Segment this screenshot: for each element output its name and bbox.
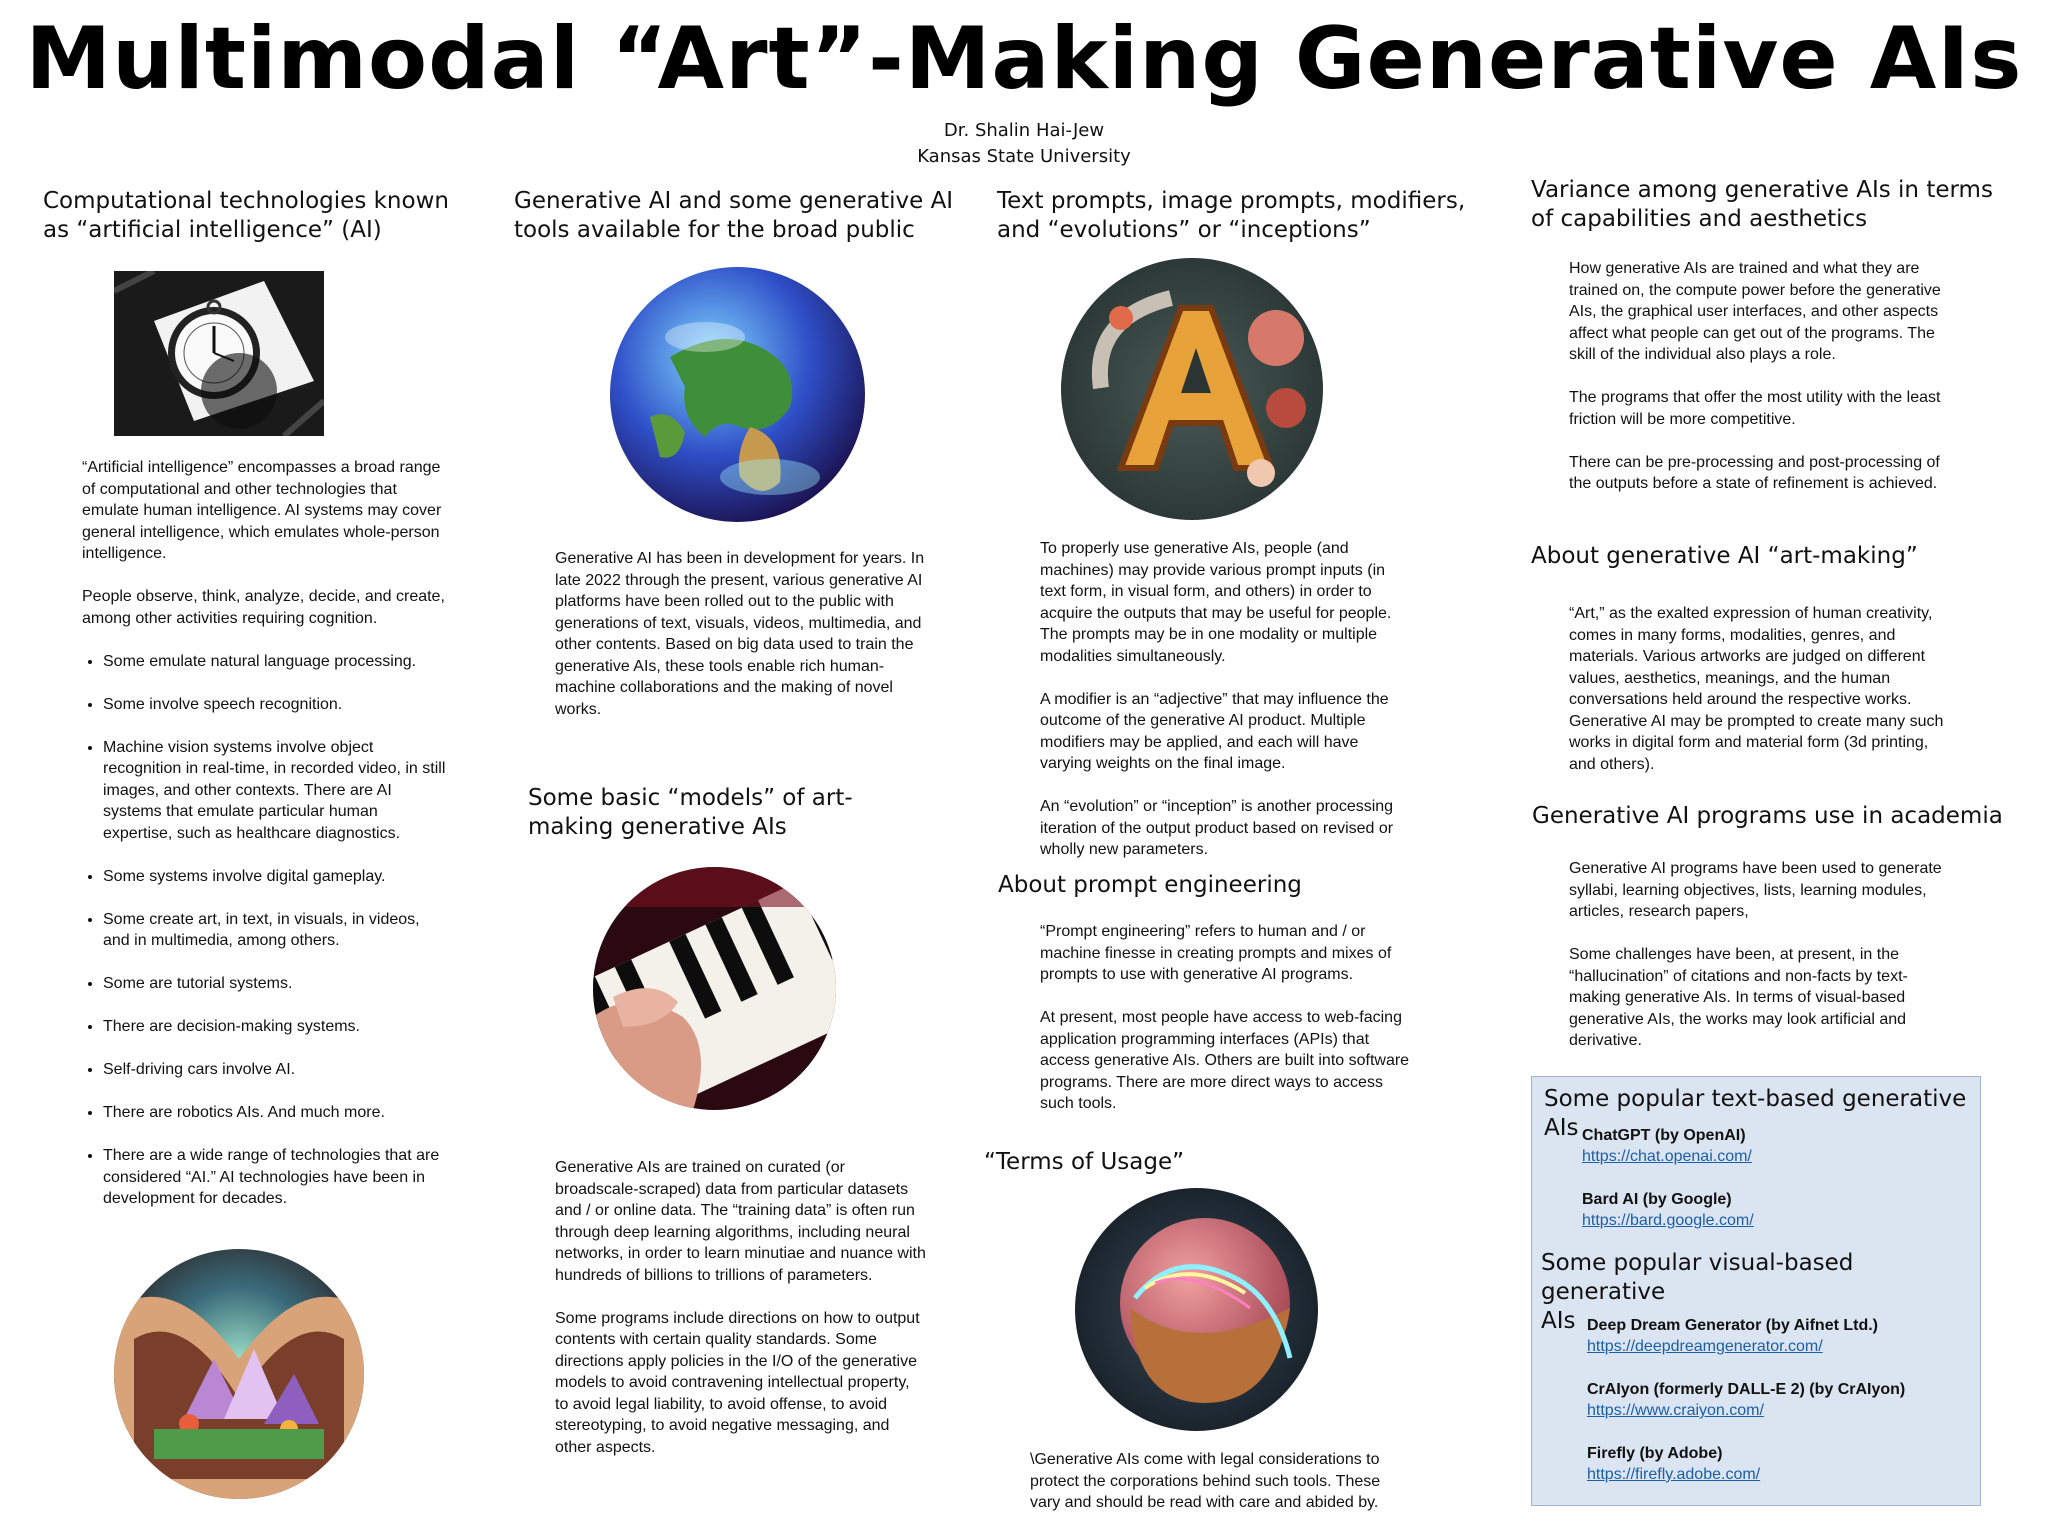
col2-body-1: Generative AI has been in development for years. In late 2022 through the present, various generative AI platforms have been rolled out to the public with generations of text, visuals, videos, multimedia, and other contents. Based on big data used to train the generative AIs, these tools enable rich human-machine collaborations and the making of novel works.: [555, 550, 925, 718]
earth-globe-image: [610, 267, 865, 522]
piano-keys-image: [593, 867, 836, 1110]
tool-name: Firefly (by Adobe): [1587, 1445, 1723, 1462]
author-affiliation: Kansas State University: [917, 146, 1131, 167]
list-item: • Some are tutorial systems.: [103, 973, 448, 995]
craiyon-link[interactable]: https://www.craiyon.com/: [1587, 1402, 1764, 1419]
list-item: • Some create art, in text, in visuals, in videos, and in multimedia, among others.: [103, 909, 448, 952]
chatgpt-link[interactable]: https://chat.openai.com/: [1582, 1148, 1752, 1165]
tool-name: CrAIyon (formerly DALL-E 2) (by CrAIyon): [1587, 1381, 1906, 1398]
col3-body-1: To properly use generative AIs, people (and machines) may provide various prompt inputs (in text form, in visual form, and others) in order to acquire the outputs that may be useful for people. The prompts may be in one modality or multiple modalities simultaneously. A modifier is an “adjective” that may influence the outcome of the generative AI product. Multiple modifiers may be applied, and each will have varying weights on the final image. An “evolution” or “inception” is another processing iteration of the output product based on revised or wholly new parameters.: [1040, 540, 1394, 858]
col4-heading-1: Variance among generative AIs in terms of capabilities and aesthetics: [1531, 177, 1993, 232]
col1-body: “Artificial intelligence” encompasses a broad range of computational and other technologies that emulate human intelligence. AI systems may cover general intelligence, which emulates whole-person intelligence. People observe, think, analyze, decide, and create, among other activities requiring cognition. • Some emulate natural language processing. • Some involve speech recognition. • Machine vision systems involve object recognition in real-time, in recorded video, in still images, and other contexts. There are AI systems that emulate particular human expertise, such as healthcare diagnostics. • Some systems involve digital gameplay. • Some create art, in text, in visuals, in videos, and in multimedia, among others. • Some are tutorial systems. • There are decision-making systems. • Self-driving cars involve AI. • There are robotics AIs. And much more. • There are a wide range of technologies that are considered “AI.” AI technologies have been in development for decades.: [82, 457, 452, 1231]
tool-item-firefly: [1587, 1443, 1760, 1485]
author-name: Dr. Shalin Hai-Jew: [943, 120, 1105, 141]
col3-heading-3: “Terms of Usage”: [984, 1149, 1185, 1175]
col4-heading-2: About generative AI “art-making”: [1531, 543, 1918, 569]
text-tools-heading: Some popular text-based generative AIs: [1544, 1086, 1967, 1141]
glowing-sphere-image: [1075, 1188, 1318, 1431]
col4-body-3: Generative AI programs have been used to generate syllabi, learning objectives, lists, learning modules, articles, research papers, Some challenges have been, at present, in the “hallucination” of citations and non-facts by text-making generative AIs. In terms of visual-based generative AIs, the works may look artificial and derivative.: [1569, 860, 1942, 1049]
list-item: • Self-driving cars involve AI.: [103, 1059, 448, 1081]
letter-a-sculpture-image: [1061, 258, 1323, 520]
list-item: • Some systems involve digital gameplay.: [103, 866, 448, 888]
col3-heading-2: About prompt engineering: [998, 872, 1302, 898]
visual-tools-heading: Some popular visual-based generative AIs: [1541, 1250, 1854, 1334]
pocket-watch-image: [114, 271, 324, 436]
list-item: • There are robotics AIs. And much more.: [103, 1102, 448, 1124]
tool-name: Deep Dream Generator (by Aifnet Ltd.): [1587, 1317, 1879, 1334]
col4-heading-3: Generative AI programs use in academia: [1532, 803, 2003, 829]
poster-title: Multimodal “Art”-Making Generative AIs: [25, 9, 2023, 109]
list-item: • Machine vision systems involve object recognition in real-time, in recorded video, in still images, and other contexts. There are AI systems that emulate particular human expertise, such as healthcare diagnostics.: [103, 737, 448, 845]
list-item: • There are decision-making systems.: [103, 1016, 448, 1038]
tool-item-bard: [1582, 1189, 1754, 1231]
col3-body-3: \Generative AIs come with legal considerations to protect the corporations behind such tools. These vary and should be read with care and abided by.: [1030, 1451, 1381, 1511]
tool-name: Bard AI (by Google): [1582, 1191, 1732, 1208]
tool-item-chatgpt: [1582, 1125, 1752, 1167]
col3-body-2: “Prompt engineering” refers to human and / or machine finesse in creating prompts and mixes of prompts to use with generative AI programs. At present, most people have access to web-facing application programming interfaces (APIs) that access generative AIs. Others are built into software programs. There are more direct ways to access such tools.: [1040, 923, 1410, 1112]
col2-heading-1: Generative AI and some generative AI tools available for the broad public: [514, 188, 954, 243]
col2-heading-2: Some basic “models” of art- making generative AIs: [528, 785, 853, 840]
list-item: • There are a wide range of technologies that are considered “AI.” AI technologies have been in development for decades.: [103, 1145, 448, 1210]
col2-body-2: Generative AIs are trained on curated (or broadscale-scraped) data from particular datasets and / or online data. The “training data” is often run through deep learning algorithms, including neural networks, in order to learn minutiae and nuance with hundreds of billions to trillions of parameters. Some programs include directions on how to output contents with certain quality standards. Some directions apply policies in the I/O of the generative models to avoid contravening intellectual property, to avoid legal liability, to avoid offense, to avoid stereotyping, to avoid negative messaging, and other aspects.: [555, 1159, 926, 1456]
col4-body-2: “Art,” as the exalted expression of human creativity, comes in many forms, modalities, genres, and materials. Various artworks are judged on different values, aesthetics, meanings, and the human conversations held around the respective works. Generative AI may be prompted to create many such works in digital form and material form (3d printing, and others).: [1569, 605, 1944, 773]
tool-name: ChatGPT (by OpenAI): [1582, 1127, 1746, 1144]
fantasy-landscape-image: [114, 1249, 364, 1499]
list-item: • Some involve speech recognition.: [103, 694, 448, 716]
col3-heading-1: Text prompts, image prompts, modifiers, and “evolutions” or “inceptions”: [997, 188, 1466, 243]
tool-item-deep-dream: [1587, 1315, 1878, 1357]
deep-dream-link[interactable]: https://deepdreamgenerator.com/: [1587, 1338, 1823, 1355]
col1-heading: Computational technologies known as “artificial intelligence” (AI): [43, 188, 449, 243]
firefly-link[interactable]: https://firefly.adobe.com/: [1587, 1466, 1761, 1483]
tool-item-craiyon: [1587, 1379, 1905, 1421]
ai-technology-list: [82, 651, 448, 1210]
bard-link[interactable]: https://bard.google.com/: [1582, 1212, 1754, 1229]
col4-body-1: How generative AIs are trained and what they are trained on, the compute power before the generative AIs, the graphical user interfaces, and other aspects affect what people can get out of the programs. The skill of the individual also plays a role. The programs that offer the most utility with the least friction will be more competitive. There can be pre-processing and post-processing of the outputs before a state of refinement is achieved.: [1569, 260, 1941, 492]
list-item: • Some emulate natural language processing.: [103, 651, 448, 673]
popular-tools-box: [1531, 1076, 1981, 1506]
